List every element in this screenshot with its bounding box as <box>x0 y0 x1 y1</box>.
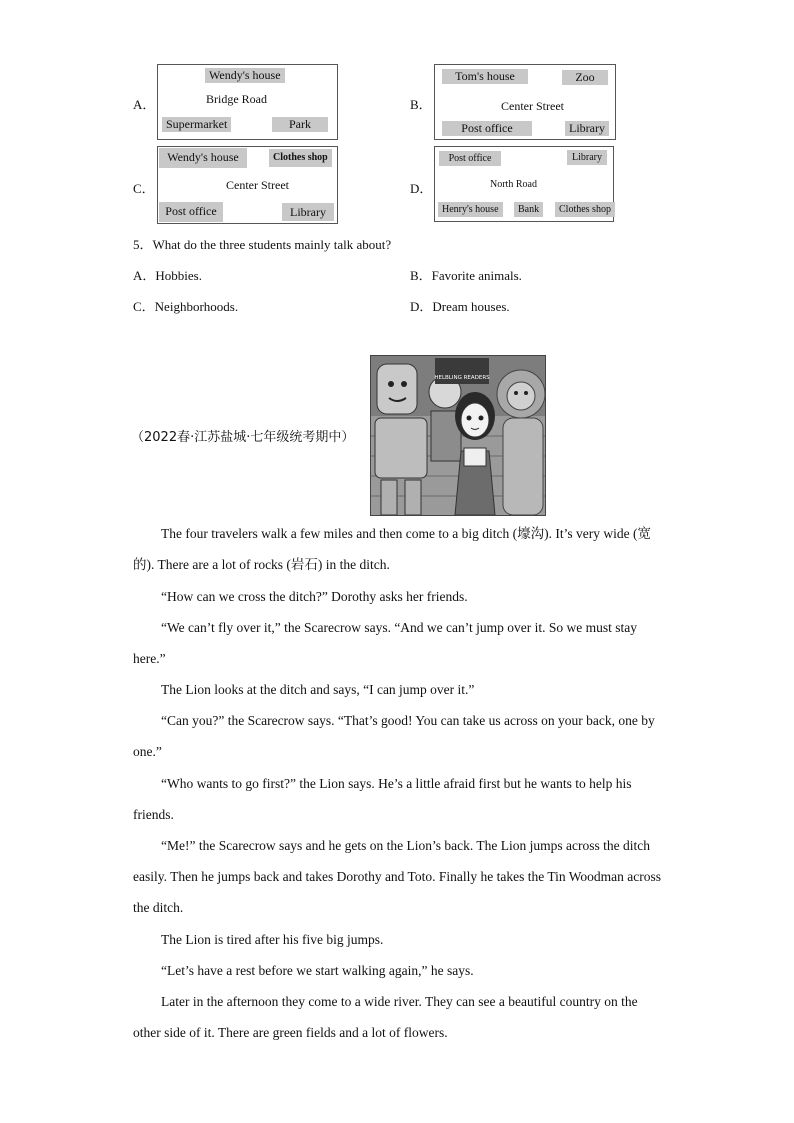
option-b[interactable]: B．Favorite animals. <box>410 268 522 283</box>
map-option-a[interactable] <box>157 64 338 140</box>
map-label: Post office <box>442 121 532 136</box>
road-name: Bridge Road <box>206 92 267 106</box>
map-label: Library <box>282 203 334 221</box>
map-option-d[interactable] <box>434 146 614 222</box>
map-label: Post office <box>159 202 223 222</box>
passage-paragraph: Later in the afternoon they come to a wide river. They can see a beautiful country on the other side of it. There are green fields and a lot of flowers. <box>133 994 638 1040</box>
passage-paragraph: “Let’s have a rest before we start walking again,” he says. <box>161 963 474 978</box>
map-label: Zoo <box>562 70 608 85</box>
question-5: 5．What do the three students mainly talk about? <box>133 237 392 252</box>
option-d-letter: D． <box>410 181 433 196</box>
option-b-letter: B． <box>410 97 432 112</box>
passage-paragraph: “We can’t fly over it,” the Scarecrow says. “And we can’t jump over it. So we must stay here.” <box>133 620 638 666</box>
illustration-svg <box>371 356 545 515</box>
passage-paragraph: “Can you?” the Scarecrow says. “That’s good! You can take us across on your back, one by one.” <box>133 713 655 759</box>
map-label: Clothes shop <box>269 149 332 167</box>
sign-text: HELBLING READERS <box>434 375 490 381</box>
map-label: Henry's house <box>438 202 503 217</box>
story-illustration <box>370 355 546 516</box>
map-label: Library <box>565 121 609 136</box>
road-name: Center Street <box>226 178 289 192</box>
map-label: Tom's house <box>442 69 528 84</box>
passage-paragraph: “How can we cross the ditch?” Dorothy asks her friends. <box>161 589 468 604</box>
passage-paragraph: The four travelers walk a few miles and then come to a big ditch (壕沟). It’s very wide (宽的). There are a lot of rocks (岩石) in the ditch. <box>133 526 651 572</box>
map-option-b[interactable] <box>434 64 616 140</box>
option-d[interactable]: D．Dream houses. <box>410 299 510 314</box>
passage-paragraph: The Lion looks at the ditch and says, “I can jump over it.” <box>161 682 475 697</box>
map-label: Library <box>567 150 607 165</box>
road-name: North Road <box>490 179 537 190</box>
map-option-c[interactable] <box>157 146 338 224</box>
passage-paragraph: “Who wants to go first?” the Lion says. He’s a little afraid first but he wants to help his friends. <box>133 776 632 822</box>
option-c-letter: C． <box>133 181 155 196</box>
map-label: Post office <box>439 151 501 166</box>
map-label: Park <box>272 117 328 132</box>
option-c[interactable]: C．Neighborhoods. <box>133 299 239 314</box>
passage-paragraph: The Lion is tired after his five big jumps. <box>161 932 384 947</box>
option-a[interactable]: A．Hobbies. <box>133 268 202 283</box>
map-label: Wendy's house <box>159 148 247 168</box>
option-a-letter: A． <box>133 97 156 112</box>
passage-paragraph: “Me!” the Scarecrow says and he gets on the Lion’s back. The Lion jumps across the ditch easily. Then he jumps back and takes Dorothy and Toto. Finally he takes the Tin Woodman across the ditch. <box>133 838 662 915</box>
map-label: Bank <box>514 202 543 217</box>
map-label: Wendy's house <box>205 68 285 83</box>
source-note: （2022春·江苏盐城·七年级统考期中） <box>131 430 355 445</box>
map-label: Clothes shop <box>555 202 615 217</box>
road-name: Center Street <box>501 99 564 113</box>
map-label: Supermarket <box>162 117 231 132</box>
